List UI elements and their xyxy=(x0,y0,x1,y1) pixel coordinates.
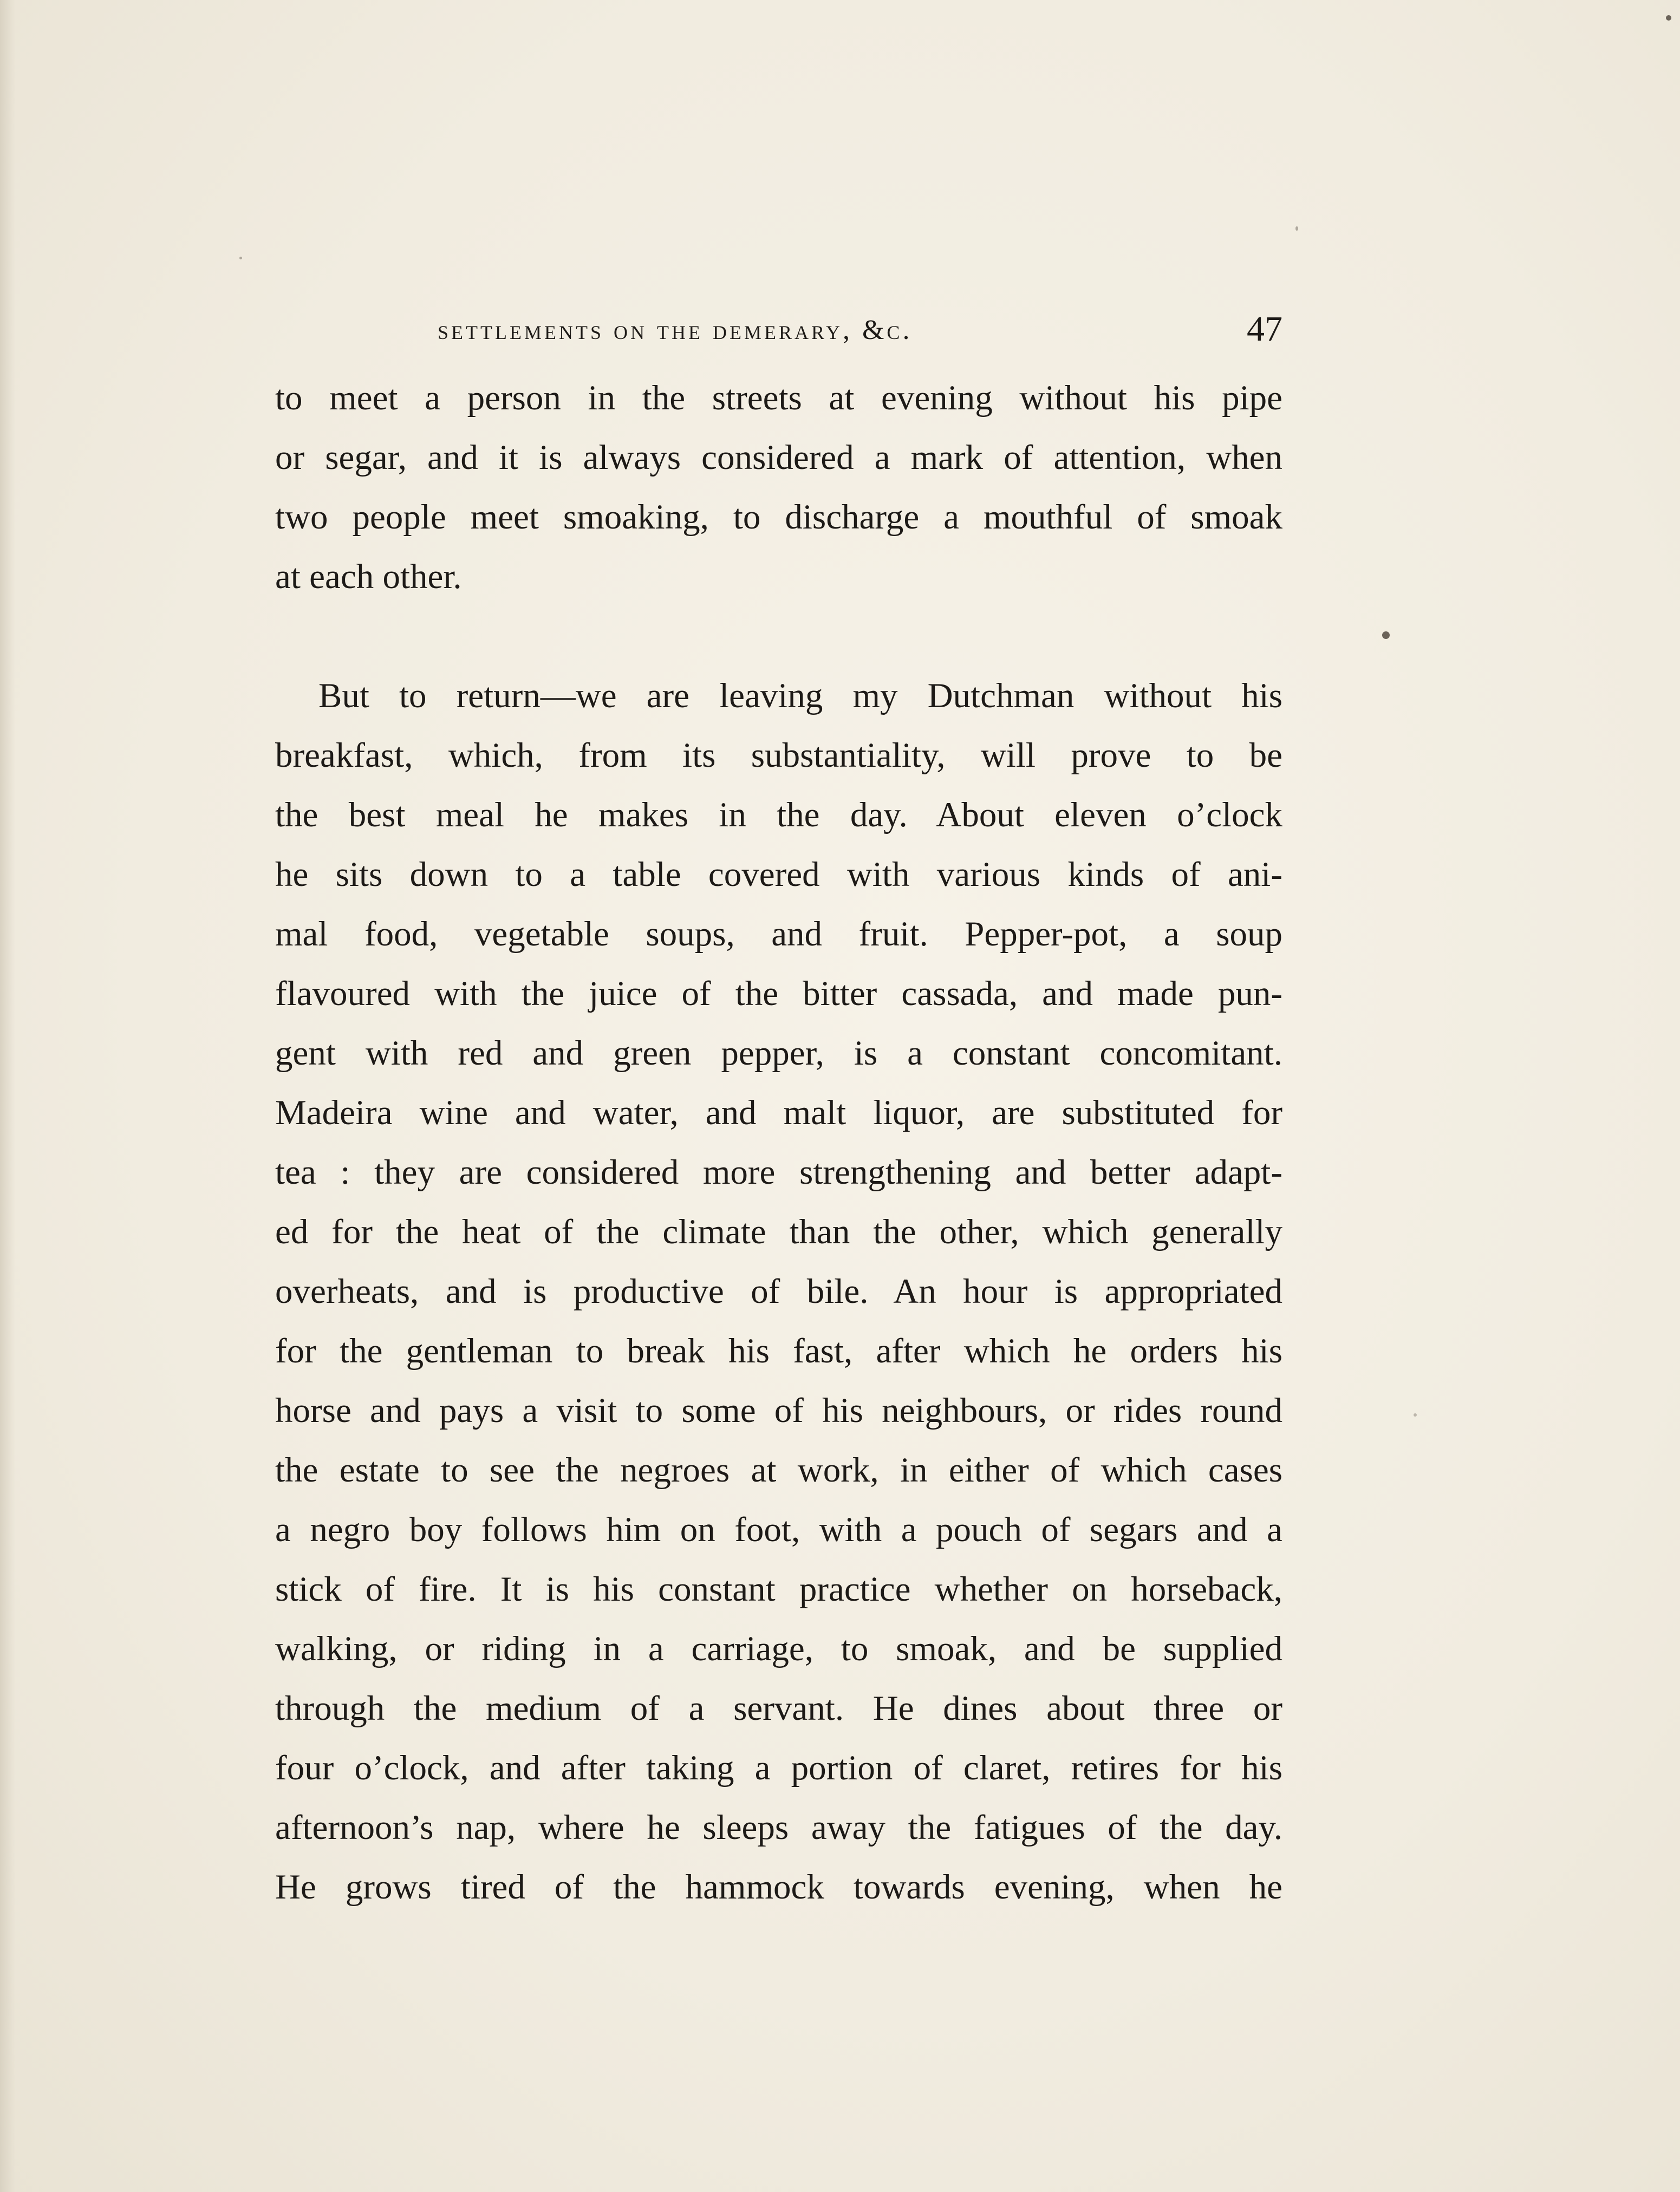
text-line: tea : they are considered more strengthening and better adapt- xyxy=(275,1153,1282,1192)
text-line: the estate to see the negroes at work, in either of which cases xyxy=(275,1451,1282,1490)
text-line: for the gentleman to break his fast, after which he orders his xyxy=(275,1332,1282,1371)
text-line: breakfast, which, from its substantiality, will prove to be xyxy=(275,736,1282,775)
text-line: at each other. xyxy=(275,557,462,596)
page-number: 47 xyxy=(1247,309,1282,349)
text-line: walking, or riding in a carriage, to smoak, and be supplied xyxy=(275,1629,1282,1668)
running-head-title: settlements on the demerary, &c. xyxy=(438,315,913,345)
text-line: he sits down to a table covered with various kinds of ani- xyxy=(275,855,1282,894)
paper-speck xyxy=(1666,15,1671,21)
body-text xyxy=(275,368,1282,1917)
page-edge-shadow xyxy=(0,0,15,2192)
text-line: But to return—we are leaving my Dutchman without his xyxy=(318,676,1282,715)
text-line: overheats, and is productive of bile. An hour is appropriated xyxy=(275,1272,1282,1311)
text-line: the best meal he makes in the day. About eleven o’clock xyxy=(275,795,1282,834)
paper-speck xyxy=(1382,631,1390,639)
text-line: afternoon’s nap, where he sleeps away the fatigues of the day. xyxy=(275,1808,1282,1847)
text-line: or segar, and it is always considered a mark of attention, when xyxy=(275,438,1282,477)
text-line: He grows tired of the hammock towards evening, when he xyxy=(275,1868,1282,1907)
paper-speck xyxy=(1295,226,1298,231)
text-line: flavoured with the juice of the bitter cassada, and made pun- xyxy=(275,974,1282,1013)
text-line: horse and pays a visit to some of his neighbours, or rides round xyxy=(275,1391,1282,1430)
running-head xyxy=(438,309,1282,352)
text-line: a negro boy follows him on foot, with a pouch of segars and a xyxy=(275,1510,1282,1549)
text-line: two people meet smoaking, to discharge a mouthful of smoak xyxy=(275,498,1282,537)
paragraph-2 xyxy=(275,666,1282,1917)
paper-speck xyxy=(1414,1413,1417,1417)
text-line: four o’clock, and after taking a portion of claret, retires for his xyxy=(275,1749,1282,1787)
text-line: through the medium of a servant. He dines about three or xyxy=(275,1689,1282,1728)
text-line: gent with red and green pepper, is a constant concomitant. xyxy=(275,1034,1282,1073)
paragraph-1 xyxy=(275,368,1282,606)
text-line: mal food, vegetable soups, and fruit. Pepper-pot, a soup xyxy=(275,915,1282,954)
paper-speck xyxy=(239,257,242,259)
paragraph-gap xyxy=(275,606,1282,666)
text-line: to meet a person in the streets at evening without his pipe xyxy=(275,379,1282,417)
text-line: ed for the heat of the climate than the other, which generally xyxy=(275,1212,1282,1251)
text-line: Madeira wine and water, and malt liquor, are substituted for xyxy=(275,1093,1282,1132)
text-line: stick of fire. It is his constant practice whether on horseback, xyxy=(275,1570,1282,1609)
